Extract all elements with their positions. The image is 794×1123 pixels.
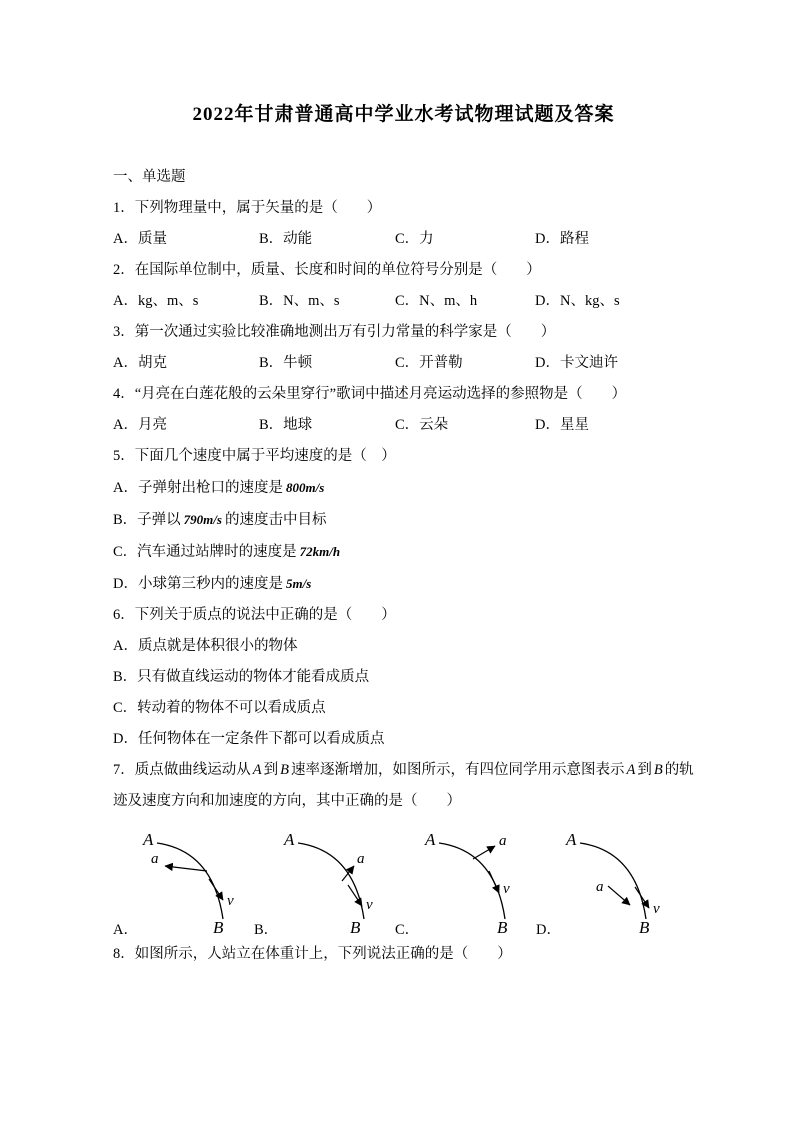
question-5-option-b bbox=[113, 504, 704, 536]
speed-value: 72km/h bbox=[299, 544, 341, 559]
velocity-label: v bbox=[503, 881, 510, 897]
point-a-ref: A bbox=[626, 762, 636, 778]
velocity-arrow bbox=[489, 871, 499, 893]
question-3-option-a: A．胡克 bbox=[113, 355, 167, 371]
question-3-stem: 3．第一次通过实验比较准确地测出万有引力常量的科学家是（ ） bbox=[113, 324, 556, 340]
velocity-arrow bbox=[635, 887, 649, 908]
trajectory-option-a bbox=[113, 823, 254, 939]
question-5-stem: 5．下面几个速度中属于平均速度的是（ ） bbox=[113, 448, 396, 464]
question-4-option-a: A．月亮 bbox=[113, 417, 167, 433]
option-text: A．子弹射出枪口的速度是 bbox=[113, 480, 283, 496]
stem-text: 到 bbox=[263, 762, 279, 778]
choice-label-a: A． bbox=[113, 922, 138, 938]
question-6-option-b: B．只有做直线运动的物体才能看成质点 bbox=[113, 669, 370, 685]
velocity-arrow bbox=[348, 885, 362, 906]
trajectory-curve bbox=[439, 843, 505, 919]
accel-label: a bbox=[151, 851, 159, 867]
question-7-stem bbox=[113, 755, 704, 817]
trajectory-curve bbox=[298, 843, 364, 919]
trajectory-option-c bbox=[395, 823, 536, 939]
question-2-option-c: C．N、m、h bbox=[395, 293, 478, 309]
trajectory-diagram-b bbox=[280, 829, 390, 939]
point-b-ref: B bbox=[653, 762, 663, 778]
speed-value: 800m/s bbox=[285, 480, 325, 495]
question-6-option-c: C．转动着的物体不可以看成质点 bbox=[113, 700, 326, 716]
question-2-options bbox=[113, 286, 704, 317]
point-a-ref: A bbox=[252, 762, 262, 778]
question-4-stem: 4．“月亮在白莲花般的云朵里穿行”歌词中描述月亮运动选择的参照物是（ ） bbox=[113, 386, 627, 402]
point-b-label: B bbox=[497, 918, 508, 937]
question-5-option-c bbox=[113, 536, 704, 568]
accel-label: a bbox=[499, 833, 507, 849]
stem-text: 7．质点做曲线运动从 bbox=[113, 762, 251, 778]
option-text: C．汽车通过站牌时的速度是 bbox=[113, 544, 297, 560]
trajectory-figure bbox=[113, 823, 704, 939]
question-3-option-b: B．牛顿 bbox=[259, 355, 313, 371]
speed-value: 5m/s bbox=[285, 576, 312, 591]
choice-label-b: B． bbox=[254, 922, 279, 938]
option-text: B．子弹以 bbox=[113, 512, 181, 528]
stem-text: 的轨迹及速度方向和加速度的方向，其中正确的是（ ） bbox=[113, 762, 694, 809]
stem-text: 速率逐渐增加，如图所示，有四位同学用示意图表示 bbox=[290, 762, 625, 778]
question-6-option-a: A．质点就是体积很小的物体 bbox=[113, 638, 298, 654]
question-1-option-c: C．力 bbox=[395, 231, 434, 247]
question-6-stem: 6．下列关于质点的说法中正确的是（ ） bbox=[113, 607, 396, 623]
accel-label: a bbox=[596, 879, 604, 895]
question-5-option-a bbox=[113, 472, 704, 504]
trajectory-diagram-a bbox=[139, 829, 249, 939]
acceleration-arrow bbox=[165, 866, 207, 871]
velocity-label: v bbox=[366, 897, 373, 913]
trajectory-option-d bbox=[536, 823, 672, 939]
question-2-option-d: D．N、kg、s bbox=[535, 293, 620, 309]
trajectory-option-b bbox=[254, 823, 395, 939]
trajectory-diagram-c bbox=[421, 829, 531, 939]
option-text: 的速度击中目标 bbox=[224, 512, 327, 528]
trajectory-diagram-d bbox=[562, 829, 672, 939]
question-4-option-b: B．地球 bbox=[259, 417, 313, 433]
question-1-options bbox=[113, 224, 704, 255]
accel-label: a bbox=[357, 851, 365, 867]
question-3-option-c: C．开普勒 bbox=[395, 355, 463, 371]
section-heading: 一、单选题 bbox=[113, 169, 186, 185]
acceleration-arrow bbox=[473, 846, 495, 859]
point-a-label: A bbox=[425, 830, 436, 849]
trajectory-curve bbox=[157, 843, 223, 919]
choice-label-c: C． bbox=[395, 922, 420, 938]
question-5-option-d bbox=[113, 568, 704, 600]
point-b-label: B bbox=[213, 918, 224, 937]
point-b-label: B bbox=[639, 918, 650, 937]
trajectory-curve bbox=[580, 843, 646, 919]
speed-value: 790m/s bbox=[183, 512, 222, 527]
question-2-option-a: A．kg、m、s bbox=[113, 293, 199, 309]
velocity-label: v bbox=[653, 901, 660, 917]
question-3-options bbox=[113, 348, 704, 379]
question-1-option-a: A．质量 bbox=[113, 231, 167, 247]
velocity-arrow bbox=[209, 879, 223, 900]
question-3-option-d: D．卡文迪许 bbox=[535, 355, 618, 371]
choice-label-d: D． bbox=[536, 922, 561, 938]
question-1-option-d: D．路程 bbox=[535, 231, 589, 247]
point-a-label: A bbox=[566, 830, 577, 849]
question-1-option-b: B．动能 bbox=[259, 231, 313, 247]
point-b-label: B bbox=[350, 918, 361, 937]
acceleration-arrow bbox=[608, 886, 630, 905]
option-text: D．小球第三秒内的速度是 bbox=[113, 576, 283, 592]
velocity-label: v bbox=[227, 893, 234, 909]
question-1-stem: 1．下列物理量中，属于矢量的是（ ） bbox=[113, 200, 382, 216]
point-b-ref: B bbox=[280, 762, 289, 778]
point-a-label: A bbox=[143, 830, 154, 849]
question-2-option-b: B．N、m、s bbox=[259, 293, 340, 309]
point-a-label: A bbox=[284, 830, 295, 849]
question-4-option-d: D．星星 bbox=[535, 417, 589, 433]
doc-title: 2022年甘肃普通高中学业水考试物理试题及答案 bbox=[192, 104, 615, 125]
question-6-option-d: D．任何物体在一定条件下都可以看成质点 bbox=[113, 731, 385, 747]
question-4-options bbox=[113, 410, 704, 441]
question-8-stem: 8．如图所示，人站立在体重计上，下列说法正确的是（ ） bbox=[113, 946, 512, 962]
question-4-option-c: C．云朵 bbox=[395, 417, 449, 433]
stem-text: 到 bbox=[637, 762, 652, 778]
question-2-stem: 2．在国际单位制中，质量、长度和时间的单位符号分别是（ ） bbox=[113, 262, 541, 278]
